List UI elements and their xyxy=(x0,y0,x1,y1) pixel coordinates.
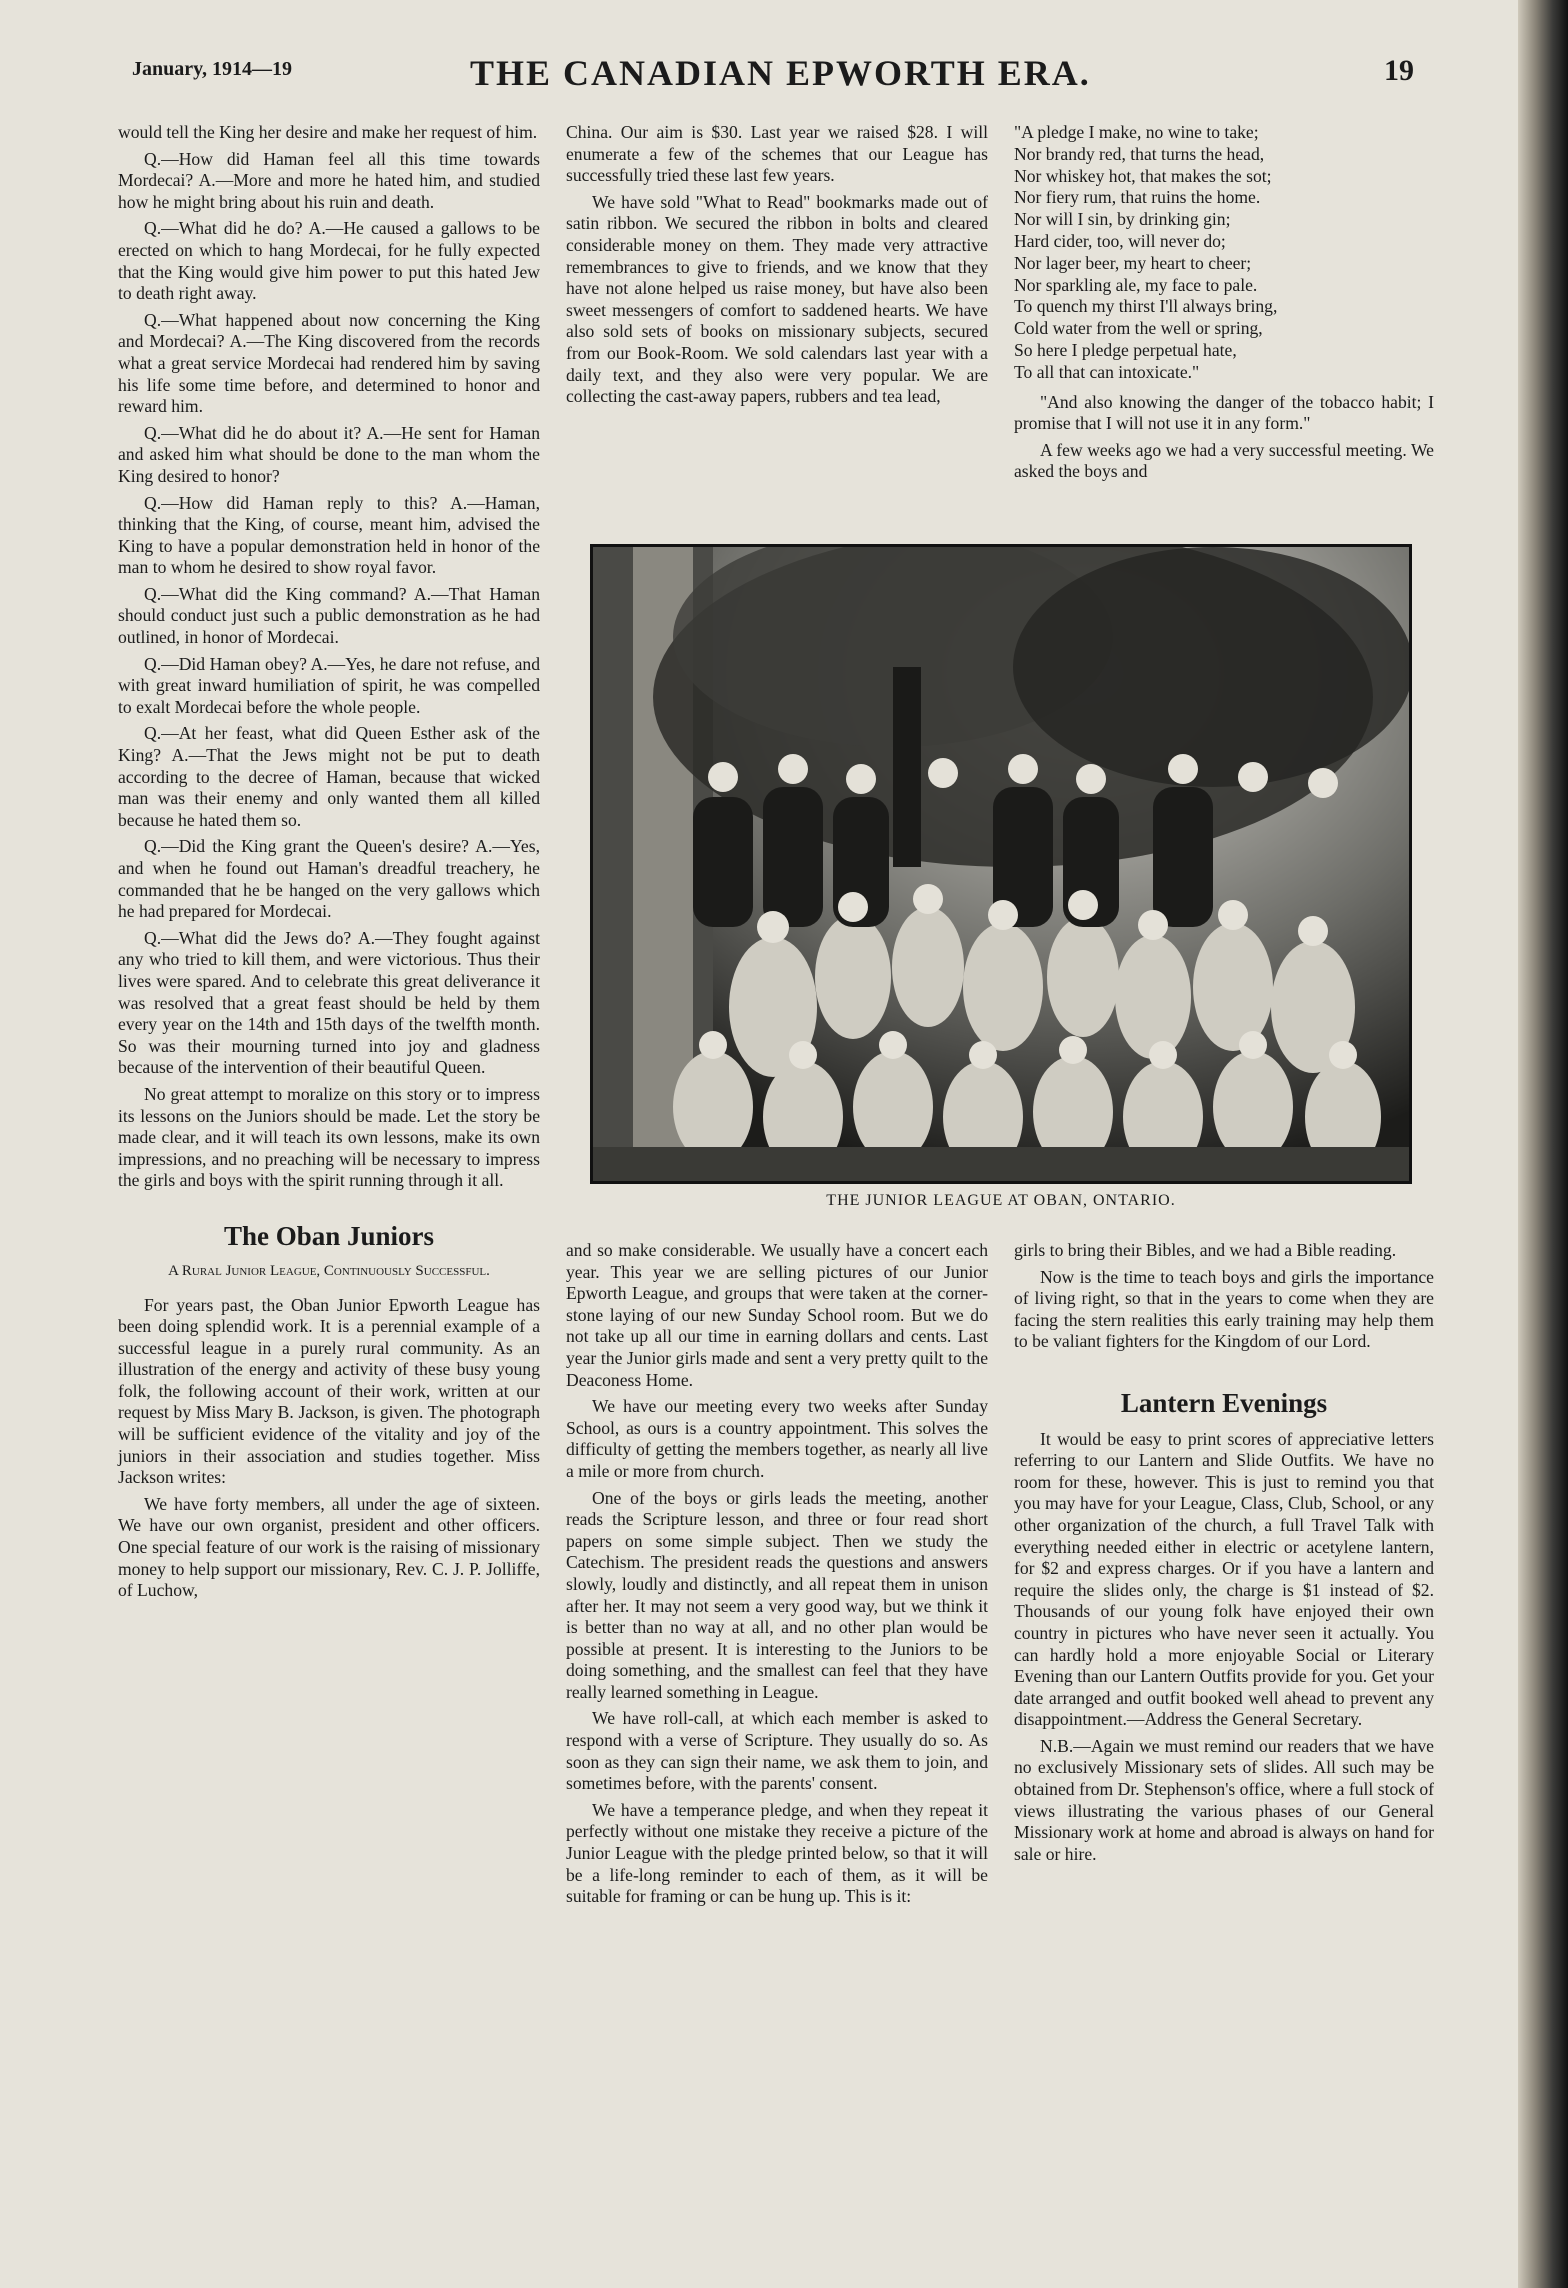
poem-line: To all that can intoxicate." xyxy=(1014,361,1200,382)
paragraph: For years past, the Oban Junior Epworth League has been doing splendid work. It is a perennial example of a successful league in a purely rural community. As an illustration of the energy and activity of these busy young folk, the following account of their work, written at our request by Miss Mary B. Jackson, is given. The photograph will be sufficient evidence of the vitality and joy of the juniors in their association and studies together. Miss Jackson writes: xyxy=(118,1294,540,1488)
poem-line: Nor sparkling ale, my face to pale. xyxy=(1014,274,1258,295)
paragraph: We have sold "What to Read" bookmarks made out of satin ribbon. We secured the ribbon in bolts and cleared considerable money on them. They made very attractive remembrances to give to friends, and we know that they have not alone helped us raise money, but have also been sweet messengers of comfort to saddened hearts. We have also sold sets of books on missionary subjects, secured from our Book-Room. We sold calendars last year with a daily text, and they also were very popular. We are collecting the cast-away papers, rubbers and tea lead, xyxy=(566,191,988,407)
group-photograph xyxy=(590,544,1412,1184)
column-1 xyxy=(118,122,540,1607)
book-spine-edge xyxy=(1518,0,1568,2288)
paragraph: and so make considerable. We usually have a concert each year. This year we are selling pictures of our Junior Epworth League, and groups that were taken at the corner-stone laying of our new Sunday School room. But we do not take up all our time in earning dollars and cents. Last year the Junior girls made and sent a very pretty quilt to the Deaconess Home. xyxy=(566,1240,988,1390)
photo-illustration xyxy=(593,547,1409,1181)
paragraph: We have roll-call, at which each member is asked to respond with a verse of Scripture. They usually do so. As soon as they can sign their name, we ask them to join, and sometimes before, with the parents' consent. xyxy=(566,1708,988,1794)
photo-caption: THE JUNIOR LEAGUE AT OBAN, ONTARIO. xyxy=(826,1192,1176,1209)
section-subheading: A Rural Junior League, Continuously Successful. xyxy=(168,1262,490,1279)
paragraph: Now is the time to teach boys and girls the importance of living right, so that in the years to come when they are facing the stern realities this early training may help them to be valiant fighters for the Kingdom of our Lord. xyxy=(1014,1266,1434,1352)
paragraph: Q.—What did he do about it? A.—He sent for Haman and asked him what should be done to the man whom the King desired to honor? xyxy=(118,422,540,486)
paragraph: Q.—What happened about now concerning the King and Mordecai? A.—The King discovered from the records what a great service Mordecai had rendered him by saving his life some time before, and determined to honor and reward him. xyxy=(118,309,540,417)
paragraph: We have a temperance pledge, and when they repeat it perfectly without one mistake they receive a picture of the Junior League with the pledge printed below, so that it will be a life-long reminder to each of them, as it will be suitable for framing or can be hung up. This is it: xyxy=(566,1799,988,1907)
temperance-pledge-poem xyxy=(1014,122,1434,384)
poem-line: Hard cider, too, will never do; xyxy=(1014,230,1226,251)
poem-line: So here I pledge perpetual hate, xyxy=(1014,339,1237,360)
poem-line: Nor brandy red, that turns the head, xyxy=(1014,143,1265,164)
paragraph: We have our meeting every two weeks after Sunday School, as ours is a country appointment. This solves the difficulty of getting the members together, as nearly all live a mile or more from church. xyxy=(566,1396,988,1481)
paragraph: We have forty members, all under the age of sixteen. We have our own organist, president and other officers. One special feature of our work is the raising of missionary money to help support our missionary, Rev. C. J. P. Jolliffe, of Luchow, xyxy=(118,1493,540,1601)
poem-line: Nor fiery rum, that ruins the home. xyxy=(1014,187,1261,208)
paragraph: One of the boys or girls leads the meeting, another reads the Scripture lesson, and three or four read short papers on some simple subject. Then we study the Catechism. The president reads the questions and answers slowly, loudly and distinctly, and all repeat them in unison after her. It may not seem a very good way, but we think it is better than no way at all, and no other plan would be possible at present. It is interesting to the Juniors to be doing something, and the smallest can feel that they have really learned something in League. xyxy=(566,1487,988,1702)
poem-line: To quench my thirst I'll always bring, xyxy=(1014,296,1278,317)
paragraph: Q.—How did Haman feel all this time towards Mordecai? A.—More and more he hated him, and studied how he might bring about his ruin and death. xyxy=(118,148,540,212)
paragraph: Q.—Did Haman obey? A.—Yes, he dare not refuse, and with great inward humiliation of spirit, he was compelled to exalt Mordecai before the whole people. xyxy=(118,653,540,717)
paragraph: Q.—How did Haman reply to this? A.—Haman, thinking that the King, of course, meant him, advised the King to have a popular demonstration held in honor of the man to whom he desired to show royal favor. xyxy=(118,492,540,578)
issue-date: January, 1914—19 xyxy=(132,58,293,80)
poem-line: Nor lager beer, my heart to cheer; xyxy=(1014,252,1252,273)
poem-line: Nor whiskey hot, that makes the sot; xyxy=(1014,165,1272,186)
poem-line: Nor will I sin, by drinking gin; xyxy=(1014,209,1231,230)
paragraph: N.B.—Again we must remind our readers that we have no exclusively Missionary sets of slides. All such may be obtained from Dr. Stephenson's office, where a full stock of views illustrating the various phases of our General Missionary work at home and abroad is always on hand for sale or hire. xyxy=(1014,1735,1434,1864)
paragraph: girls to bring their Bibles, and we had a Bible reading. xyxy=(1014,1240,1397,1260)
paragraph: It would be easy to print scores of appreciative letters referring to our Lantern and Slide Outfits. We have no room for these, however. This is just to remind you that you may have for your League, Class, Club, School, or any other organization of the church, a full Travel Talk with everything needed either in electric or acetylene lantern, for $2 and express charges. Or if you have a lantern and require the slides only, the charge is $1 instead of $2. Thousands of our young folk have enjoyed their own country in pictures who have never seen it actually. You can hardly hold a more enjoyable Social or Literary Evening than our Lantern Outfits provide for you. Get your date arranged and outfit booked well ahead to prevent any disappointment.—Address the General Secretary. xyxy=(1014,1428,1434,1730)
poem-line: Cold water from the well or spring, xyxy=(1014,318,1263,339)
paragraph: No great attempt to moralize on this story or to impress its lessons on the Juniors should be made. Let the story be made clear, and it will teach its own lessons, make its own impressions, and no preaching will be necessary to impress the girls and boys with the spirit running through it all. xyxy=(118,1083,540,1191)
paragraph: China. Our aim is $30. Last year we raised $28. I will enumerate a few of the schemes that our League has successfully tried these last few years. xyxy=(566,122,988,186)
section-heading-oban: The Oban Juniors xyxy=(223,1220,435,1251)
column-3-top xyxy=(1014,122,1434,488)
section-heading-lantern: Lantern Evenings xyxy=(1120,1387,1328,1418)
column-3-bottom xyxy=(1014,1240,1434,1870)
poem-line: "A pledge I make, no wine to take; xyxy=(1014,122,1259,142)
paragraph: Q.—What did he do? A.—He caused a gallows to be erected on which to hang Mordecai, for he fully expected that the King would give him power to put this hated Jew to death right away. xyxy=(118,218,540,304)
masthead-title: THE CANADIAN EPWORTH ERA. xyxy=(470,53,1091,93)
paragraph: Q.—What did the King command? A.—That Haman should conduct just such a public demonstration as he had outlined, in honor of Mordecai. xyxy=(118,583,540,648)
column-2-bottom xyxy=(566,1240,988,1913)
paragraph: Q.—What did the Jews do? A.—They fought against any who tried to kill them, and were victorious. Thus their lives were spared. And to celebrate this great deliverance it was resolved that a great feast should be held by them every year on the 14th and 15th days of the twelfth month. So was their mourning turned into joy and gladness because of the intervention of their beautiful Queen. xyxy=(118,927,540,1078)
page-number: 19 xyxy=(1384,54,1414,87)
paragraph: A few weeks ago we had a very successful meeting. We asked the boys and xyxy=(1014,439,1434,482)
column-2-top xyxy=(566,122,988,413)
paragraph: would tell the King her desire and make her request of him. xyxy=(118,122,538,142)
paragraph: Q.—Did the King grant the Queen's desire? A.—Yes, and when he found out Haman's dreadful treachery, he commanded that he be hanged on the very gallows which he had prepared for Mordecai. xyxy=(118,836,540,922)
paragraph: "And also knowing the danger of the tobacco habit; I promise that I will not use it in any form." xyxy=(1014,391,1434,434)
paragraph: Q.—At her feast, what did Queen Esther ask of the King? A.—That the Jews might not be put to death according to the decree of Haman, because that wicked man was their enemy and only wanted them all killed because he hated them so. xyxy=(118,723,540,830)
